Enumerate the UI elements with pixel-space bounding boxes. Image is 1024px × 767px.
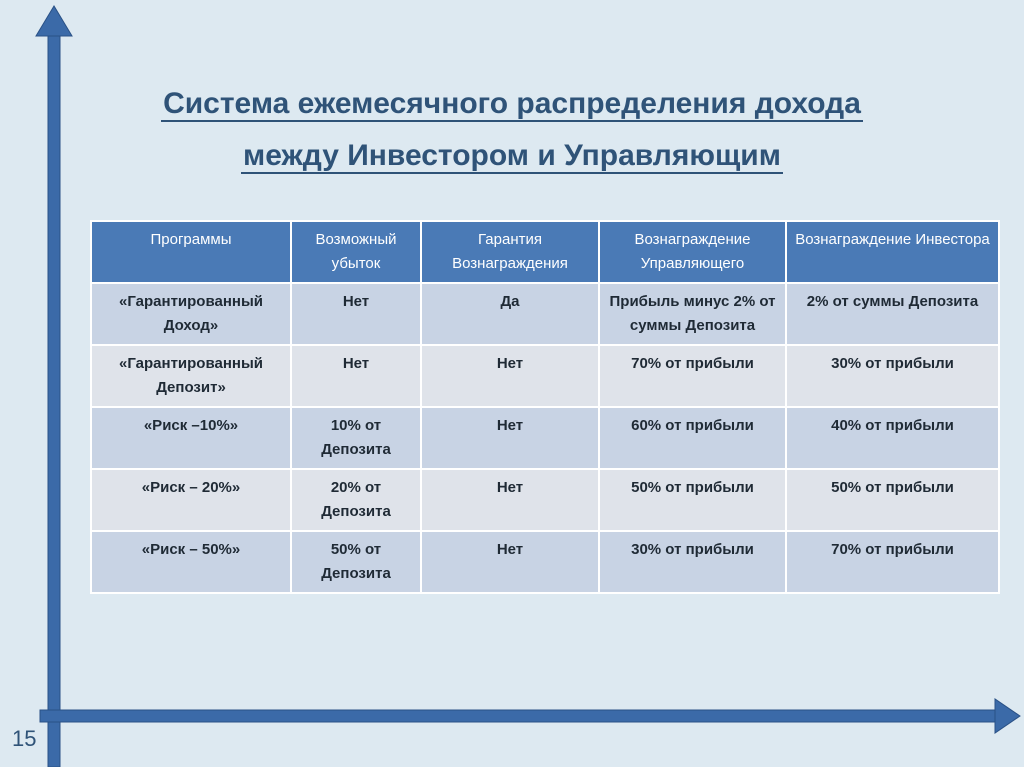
table-cell: «Риск –10%» [91,407,291,469]
table-cell: 2% от суммы Депозита [786,283,999,345]
table-cell: «Гарантированный Депозит» [91,345,291,407]
horizontal-axis-arrow-icon [995,699,1020,733]
table-cell: Нет [291,283,421,345]
table-cell: 30% от прибыли [786,345,999,407]
slide-title [0,78,1024,182]
header-reward-guarantee: Гарантия Вознаграждения [421,221,599,283]
title-line-2: между Инвестором и Управляющим [243,139,781,172]
table-cell: 40% от прибыли [786,407,999,469]
vertical-axis-arrow-icon [36,6,72,36]
table-cell: Нет [421,345,599,407]
table-cell: «Риск – 20%» [91,469,291,531]
table-cell: 20% от Депозита [291,469,421,531]
table-row [91,469,999,531]
table-cell: 10% от Депозита [291,407,421,469]
table-cell: 60% от прибыли [599,407,786,469]
table-cell: 70% от прибыли [786,531,999,593]
table-row [91,283,999,345]
table-cell: Нет [421,531,599,593]
table-header-row [91,221,999,283]
table-cell: 50% от прибыли [786,469,999,531]
table-cell: Прибыль минус 2% от суммы Депозита [599,283,786,345]
table-cell: 50% от прибыли [599,469,786,531]
table-cell: Нет [291,345,421,407]
header-manager-reward: Вознаграждение Управляющего [599,221,786,283]
table-cell: 30% от прибыли [599,531,786,593]
table-cell: 70% от прибыли [599,345,786,407]
table-cell: Да [421,283,599,345]
table-cell: «Гарантированный Доход» [91,283,291,345]
horizontal-axis [40,710,1000,722]
table-row [91,345,999,407]
header-possible-loss: Возможный убыток [291,221,421,283]
table-cell: «Риск – 50%» [91,531,291,593]
header-programs: Программы [91,221,291,283]
table-cell: 50% от Депозита [291,531,421,593]
title-line-1: Система ежемесячного распределения дохода [163,87,861,120]
table-row [91,407,999,469]
programs-table [90,220,1000,594]
slide-number: 15 [12,726,37,751]
header-investor-reward: Вознаграждение Инвестора [786,221,999,283]
table-cell: Нет [421,407,599,469]
table-cell: Нет [421,469,599,531]
table-row [91,531,999,593]
